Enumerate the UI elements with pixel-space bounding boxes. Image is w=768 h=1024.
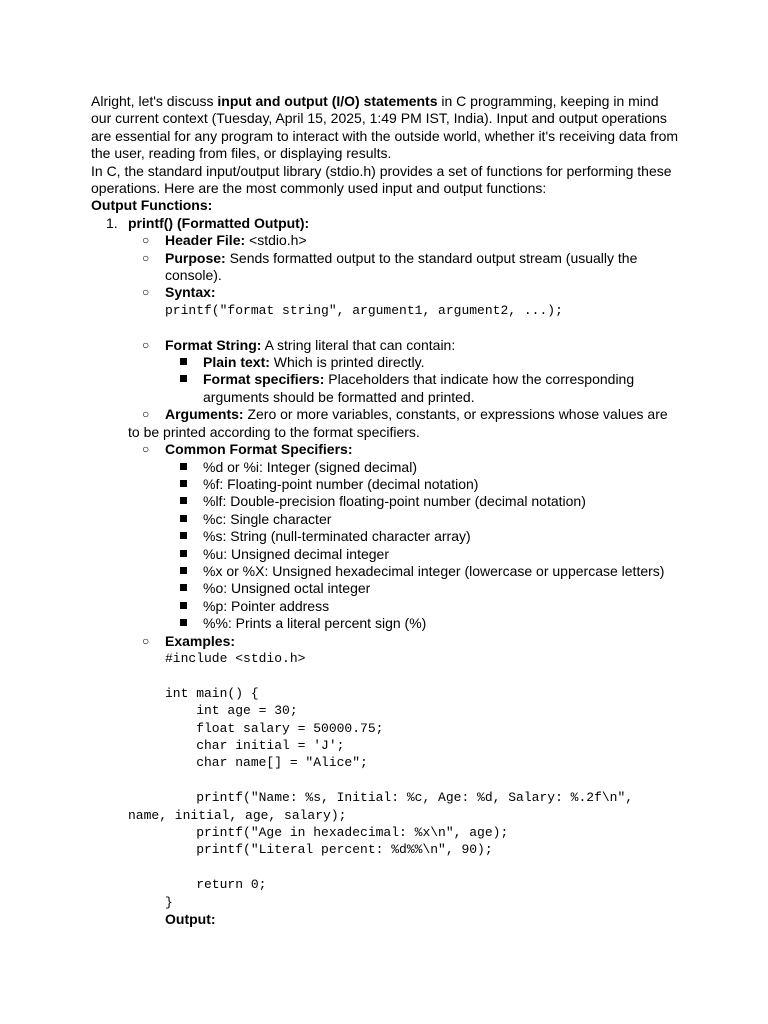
stdio-paragraph: In C, the standard input/output library (stdio.h) provides a set of functions for performing these operations. Here are the most commonly used input and output functions:	[91, 162, 672, 197]
list-item	[165, 528, 681, 545]
arguments-value: Zero or more variables, constants, or expressions whose values are to be printed according to the format specifiers.	[128, 406, 668, 440]
arguments-item	[128, 406, 681, 441]
list-item	[165, 476, 681, 493]
intro-paragraph	[91, 93, 681, 163]
list-item	[165, 598, 681, 615]
output-functions-heading	[91, 197, 681, 214]
specifier-text: %lf: Double-precision floating-point number (decimal notation)	[203, 493, 586, 510]
purpose-label: Purpose:	[165, 249, 226, 266]
intro-text-start: Alright, let's discuss	[91, 93, 218, 109]
specifier-text: %o: Unsigned octal integer	[203, 580, 371, 597]
square-bullet-icon	[180, 550, 187, 557]
list-item	[165, 563, 681, 580]
example-code-wrapped-line: name, initial, age, salary);	[128, 807, 347, 823]
square-bullet-icon	[180, 567, 187, 574]
square-bullet-icon	[180, 515, 187, 522]
header-file-item	[128, 232, 681, 249]
list-item	[165, 546, 681, 563]
specifier-text: %x or %X: Unsigned hexadecimal integer (lowercase or uppercase letters)	[203, 562, 665, 579]
hollow-bullet-icon: ○	[142, 233, 150, 248]
specifier-text: %p: Pointer address	[203, 597, 330, 614]
examples-item	[128, 633, 681, 929]
list-item	[165, 493, 681, 510]
list-item	[165, 511, 681, 528]
arguments-label: Arguments:	[165, 406, 244, 423]
format-string-value: A string literal that can contain:	[261, 336, 456, 353]
specifier-text: %d or %i: Integer (signed decimal)	[203, 458, 417, 475]
plain-text-label: Plain text:	[203, 354, 270, 371]
hollow-bullet-icon: ○	[142, 337, 150, 352]
square-bullet-icon	[180, 375, 187, 382]
common-specifiers-label: Common Format Specifiers:	[165, 441, 353, 458]
format-specifiers-value: Placeholders that indicate how the corresponding arguments should be formatted and printed.	[203, 371, 635, 405]
hollow-bullet-icon: ○	[142, 250, 150, 265]
list-item	[165, 580, 681, 597]
syntax-label: Syntax:	[165, 284, 216, 301]
syntax-code-block: printf("format string", argument1, argument2, ...);	[165, 302, 563, 318]
example-code-block-rest: printf("Age in hexadecimal: %x\n", age); printf("Literal percent: %d%%\n", 90); return 0; }	[165, 825, 509, 910]
header-file-value: <stdio.h>	[245, 232, 307, 249]
list-item	[165, 459, 681, 476]
hollow-bullet-icon: ○	[142, 407, 150, 422]
square-bullet-icon	[180, 497, 187, 504]
square-bullet-icon	[180, 602, 187, 609]
format-specifiers-label: Format specifiers:	[203, 371, 325, 388]
hollow-bullet-icon: ○	[142, 633, 150, 648]
examples-label: Examples:	[165, 632, 236, 649]
purpose-item	[128, 250, 681, 285]
specifier-text: %u: Unsigned decimal integer	[203, 545, 389, 562]
format-string-sublist	[165, 354, 681, 406]
list-item	[165, 615, 681, 632]
square-bullet-icon	[180, 619, 187, 626]
header-file-label: Header File:	[165, 232, 246, 249]
format-string-item	[128, 337, 681, 407]
syntax-item	[128, 284, 681, 336]
specifier-text: %c: Single character	[203, 510, 332, 527]
spacer	[165, 319, 681, 336]
square-bullet-icon	[180, 480, 187, 487]
printf-details-list	[128, 232, 681, 928]
intro-text-end: in C programming, keeping in mind our current context (Tuesday, April 15, 2025, 1:49 PM IST, India). Input and output operations are essential for any program to interact with the outside world, whether it's receiving data from the user, reading from files, or displaying results.	[91, 93, 679, 162]
square-bullet-icon	[180, 584, 187, 591]
output-functions-list	[91, 215, 681, 929]
specifier-text: %s: String (null-terminated character array)	[203, 528, 471, 545]
hollow-bullet-icon: ○	[142, 285, 150, 300]
plain-text-item	[165, 354, 681, 371]
intro-bold-phrase: input and output (I/O) statements	[217, 93, 438, 109]
square-bullet-icon	[180, 463, 187, 470]
square-bullet-icon	[180, 532, 187, 539]
square-bullet-icon	[180, 358, 187, 365]
plain-text-value: Which is printed directly.	[269, 354, 425, 371]
printf-title: printf() (Formatted Output):	[128, 214, 310, 231]
document-page	[91, 93, 681, 928]
output-functions-heading-text: Output Functions:	[91, 197, 213, 214]
format-string-label: Format String:	[165, 336, 262, 353]
format-specifiers-item	[165, 371, 681, 406]
example-code-block: #include <stdio.h> int main() { int age = 30; float salary = 50000.75; char initial = 'J'; char name[] = "Alice"; printf("Name: %s, Initial: %c, Age: %d, Salary: %.2f\n",	[165, 650, 634, 806]
list-number: 1.	[106, 214, 118, 231]
specifier-text: %f: Floating-point number (decimal notation)	[203, 475, 479, 492]
specifiers-sublist	[165, 459, 681, 633]
hollow-bullet-icon: ○	[142, 442, 150, 457]
specifier-text: %%: Prints a literal percent sign (%)	[203, 615, 427, 632]
printf-item	[91, 215, 681, 929]
purpose-value: Sends formatted output to the standard output stream (usually the console).	[165, 249, 638, 284]
output-label: Output:	[165, 911, 216, 928]
common-specifiers-item	[128, 441, 681, 632]
